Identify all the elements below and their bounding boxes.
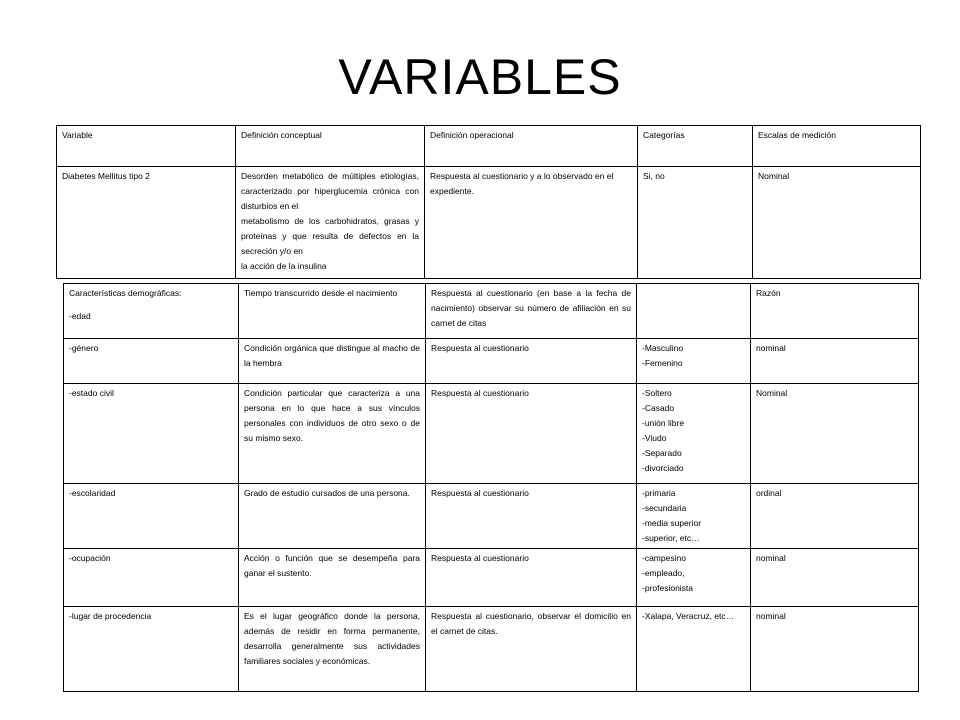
table-row bbox=[64, 484, 919, 549]
cell-categorias bbox=[637, 284, 751, 339]
cell-variable bbox=[64, 339, 239, 384]
cell-line: metabolismo de los carbohidratos, grasas y proteínas y que resulta de defectos en la secreción y/o en bbox=[241, 216, 419, 256]
cell-variable: Diabetes Mellitus tipo 2 bbox=[57, 167, 236, 279]
header-escala: Escalas de medición bbox=[753, 126, 921, 167]
cell-operacional: Respuesta al cuestionario bbox=[426, 484, 637, 549]
cell-escala: Razón bbox=[751, 284, 919, 339]
cell-escala: nominal bbox=[751, 607, 919, 692]
cell-variable bbox=[64, 484, 239, 549]
cell-categorias bbox=[637, 384, 751, 484]
cell-line: -empleado, bbox=[642, 568, 685, 578]
cell-variable bbox=[64, 607, 239, 692]
cell-line: Desorden metabólico de múltiples etiologías, caracterizado por hiperglucemia crónica con disturbios en el bbox=[241, 171, 419, 211]
cell-line: -campesino bbox=[642, 553, 686, 563]
cell-line: Características demográficas: bbox=[69, 288, 182, 298]
cell-operacional: Respuesta al cuestionario (en base a la fecha de nacimiento) observar su número de afiliación en su carnet de citas bbox=[426, 284, 637, 339]
page-title: VARIABLES bbox=[338, 49, 622, 105]
cell-line: -lugar de procedencia bbox=[69, 611, 152, 621]
table-row bbox=[64, 284, 919, 339]
cell-line: -unión libre bbox=[642, 418, 685, 428]
cell-line: -Soltero bbox=[642, 388, 672, 398]
table-row bbox=[64, 607, 919, 692]
cell-line: -Separado bbox=[642, 448, 682, 458]
cell-operacional: Respuesta al cuestionario y a lo observado en el expediente. bbox=[425, 167, 638, 279]
cell-line: -género bbox=[69, 343, 99, 353]
cell-line: -divorciado bbox=[642, 463, 684, 473]
cell-escala: nominal bbox=[751, 339, 919, 384]
cell-line: -primaria bbox=[642, 488, 676, 498]
variables-table-header bbox=[56, 125, 921, 279]
cell-line: -Masculino bbox=[642, 343, 684, 353]
header-conceptual: Definición conceptual bbox=[236, 126, 425, 167]
cell-escala: Nominal bbox=[753, 167, 921, 279]
cell-line: -secundaria bbox=[642, 503, 687, 513]
cell-line: -media superior bbox=[642, 518, 702, 528]
cell-variable bbox=[64, 549, 239, 607]
cell-escala: nominal bbox=[751, 549, 919, 607]
cell-line: -estado civil bbox=[69, 388, 114, 398]
cell-line: -escolaridad bbox=[69, 488, 116, 498]
cell-escala: Nominal bbox=[751, 384, 919, 484]
cell-variable bbox=[64, 284, 239, 339]
cell-categorias bbox=[637, 484, 751, 549]
cell-line: -edad bbox=[69, 311, 91, 321]
cell-line: -Xalapa, Veracruz, etc… bbox=[642, 611, 735, 621]
header-categorias: Categorías bbox=[638, 126, 753, 167]
table-row bbox=[57, 167, 921, 279]
cell-conceptual bbox=[236, 167, 425, 279]
table-header-row bbox=[57, 126, 921, 167]
table-row bbox=[64, 384, 919, 484]
table-row bbox=[64, 549, 919, 607]
cell-line: -Viudo bbox=[642, 433, 667, 443]
variables-table-body bbox=[63, 283, 919, 692]
cell-categorias bbox=[637, 339, 751, 384]
cell-line: -superior, etc… bbox=[642, 533, 700, 543]
cell-operacional: Respuesta al cuestionario bbox=[426, 339, 637, 384]
cell-conceptual: Condición orgánica que distingue al macho de la hembra bbox=[239, 339, 426, 384]
cell-conceptual: Es el lugar geográfico donde la persona, además de residir en forma permanente, desarrolla generalmente sus actividades familiares sociales y económicas. bbox=[239, 607, 426, 692]
cell-line: -Femenino bbox=[642, 358, 683, 368]
cell-conceptual: Grado de estudio cursados de una persona. bbox=[239, 484, 426, 549]
cell-escala: ordinal bbox=[751, 484, 919, 549]
cell-operacional: Respuesta al cuestionario bbox=[426, 384, 637, 484]
header-operacional: Definición operacional bbox=[425, 126, 638, 167]
cell-variable bbox=[64, 384, 239, 484]
cell-categorias: Si, no bbox=[638, 167, 753, 279]
table-row bbox=[64, 339, 919, 384]
cell-conceptual: Condición particular que caracteriza a una persona en lo que hace a sus vínculos personales con individuos de otro sexo o de su mismo sexo. bbox=[239, 384, 426, 484]
cell-categorias bbox=[637, 607, 751, 692]
cell-operacional: Respuesta al cuestionario bbox=[426, 549, 637, 607]
cell-line: -Casado bbox=[642, 403, 675, 413]
cell-line: la acción de la insulina bbox=[241, 261, 327, 271]
cell-conceptual: Acción o función que se desempeña para ganar el sustento. bbox=[239, 549, 426, 607]
cell-categorias bbox=[637, 549, 751, 607]
cell-line: -ocupación bbox=[69, 553, 111, 563]
cell-operacional: Respuesta al cuestionario, observar el domicilio en el carnet de citas. bbox=[426, 607, 637, 692]
header-variable: Variable bbox=[57, 126, 236, 167]
cell-line: -profesionista bbox=[642, 583, 694, 593]
cell-conceptual: Tiempo transcurrido desde el nacimiento bbox=[239, 284, 426, 339]
